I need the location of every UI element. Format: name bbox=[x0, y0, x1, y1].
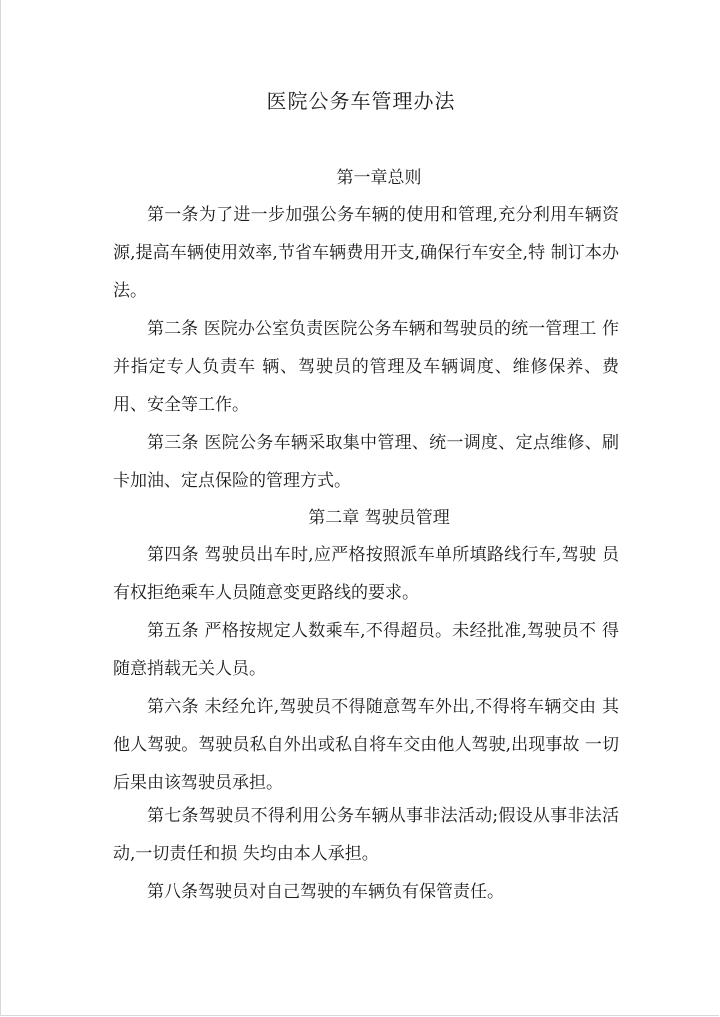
article-6: 第六条 未经允许,驾驶员不得随意驾车外出,不得将车辆交由 其他人驾驶。驾驶员私自外出或私自将车交由他人驾驶,出现事故 一切后果由该驾驶员承担。 bbox=[113, 697, 619, 793]
article-7: 第七条驾驶员不得利用公务车辆从事非法活动;假设从事非法活动,一切责任和损 失均由本人承担。 bbox=[113, 806, 619, 864]
chapter-2-heading: 第二章 驾驶员管理 bbox=[308, 508, 450, 528]
article-3: 第三条 医院公务车辆采取集中管理、统一调度、定点维修、刷卡加油、定点保险的管理方式。 bbox=[113, 433, 619, 491]
document-title: 医院公务车管理办法 bbox=[266, 89, 456, 113]
chapter-1-heading: 第一章总则 bbox=[336, 168, 422, 188]
article-8: 第八条驾驶员对自己驾驶的车辆负有保管责任。 bbox=[147, 882, 504, 902]
article-2: 第二条 医院办公室负责医院公务车辆和驾驶员的统一管理工 作并指定专人负责车 辆、驾驶员的管理及车辆调度、维修保养、费用、安全等工作。 bbox=[113, 319, 619, 415]
article-1: 第一条为了进一步加强公务车辆的使用和管理,充分利用车辆资源,提高车辆使用效率,节省车辆费用开支,确保行车安全,特 制订本办法。 bbox=[113, 205, 619, 301]
article-5: 第五条 严格按规定人数乘车,不得超员。未经批准,驾驶员不 得随意捎载无关人员。 bbox=[113, 621, 619, 679]
article-4: 第四条 驾驶员出车时,应严格按照派车单所填路线行车,驾驶 员有权拒绝乘车人员随意变更路线的要求。 bbox=[113, 545, 619, 603]
